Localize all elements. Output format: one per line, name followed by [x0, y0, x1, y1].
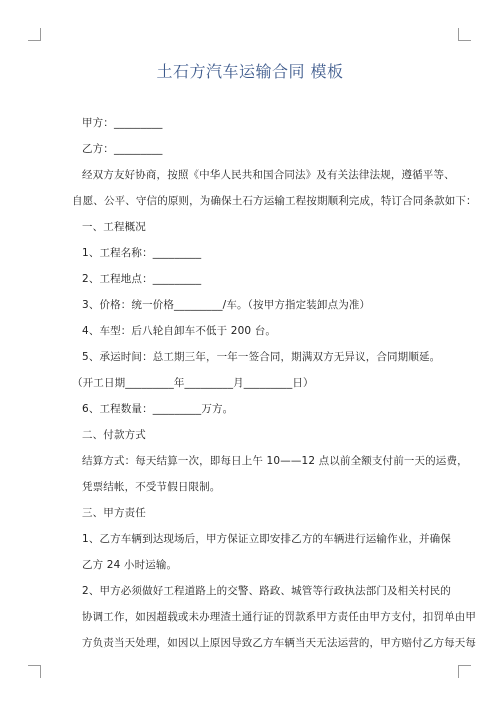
clause-project-quantity: 6、工程数量：_________万方。 — [82, 403, 234, 415]
document-title: 土石方汽车运输合同 模板 — [156, 62, 344, 81]
clause-transport-period: 5、承运时间：总工期三年，一年一签合同，期满双方无异议，合同期顺延。 — [82, 351, 441, 363]
section-heading-party-a-duties: 三、甲方责任 — [82, 507, 146, 519]
preamble-line-2: 自愿、公平、守信的原则，为确保土石方运输工程按期顺利完成，特订合同条款如下： — [72, 195, 477, 207]
clause-price: 3、价格：统一价格_________/车。（按甲方指定装卸点为准） — [82, 299, 371, 311]
duty-2-line-1: 2、甲方必须做好工程道路上的交警、路政、城管等行政执法部门及相关村民的 — [82, 585, 451, 597]
duty-2-line-3: 方负责当天处理，如因以上原因导致乙方车辆当天无法运营的，甲方赔付乙方每天每 — [82, 637, 477, 649]
section-heading-payment: 二、付款方式 — [82, 429, 146, 441]
duty-1-line-2: 乙方 24 小时运输。 — [82, 559, 178, 571]
clause-start-date: （开工日期_________年_________月_________日） — [72, 377, 314, 389]
corner-mark-bottom-right — [458, 665, 471, 678]
duty-2-line-2: 协调工作，如因超载或未办理渣土通行证的罚款系甲方责任由甲方支付，扣罚单由甲 — [82, 611, 477, 623]
clause-project-name: 1、工程名称：_________ — [82, 247, 202, 259]
party-b-line: 乙方：_________ — [82, 143, 163, 155]
clause-project-location: 2、工程地点：_________ — [82, 273, 202, 285]
clause-vehicle-type: 4、车型：后八轮自卸车不低于 200 台。 — [82, 325, 277, 337]
duty-1-line-1: 1、乙方车辆到达现场后，甲方保证立即安排乙方的车辆进行运输作业，并确保 — [82, 533, 451, 545]
party-a-line: 甲方：_________ — [82, 117, 163, 129]
preamble-line-1: 经双方友好协商，按照《中华人民共和国合同法》及有关法律法规，遵循平等、 — [82, 169, 455, 181]
payment-line-1: 结算方式：每天结算一次，即每日上午 10——12 点以前全额支付前一天的运费， — [82, 455, 468, 467]
section-heading-project-overview: 一、工程概况 — [82, 221, 146, 233]
corner-mark-top-left — [28, 28, 41, 41]
payment-line-2: 凭票结帐，不受节假日限制。 — [82, 481, 221, 493]
corner-mark-top-right — [458, 28, 471, 41]
corner-mark-bottom-left — [28, 665, 41, 678]
